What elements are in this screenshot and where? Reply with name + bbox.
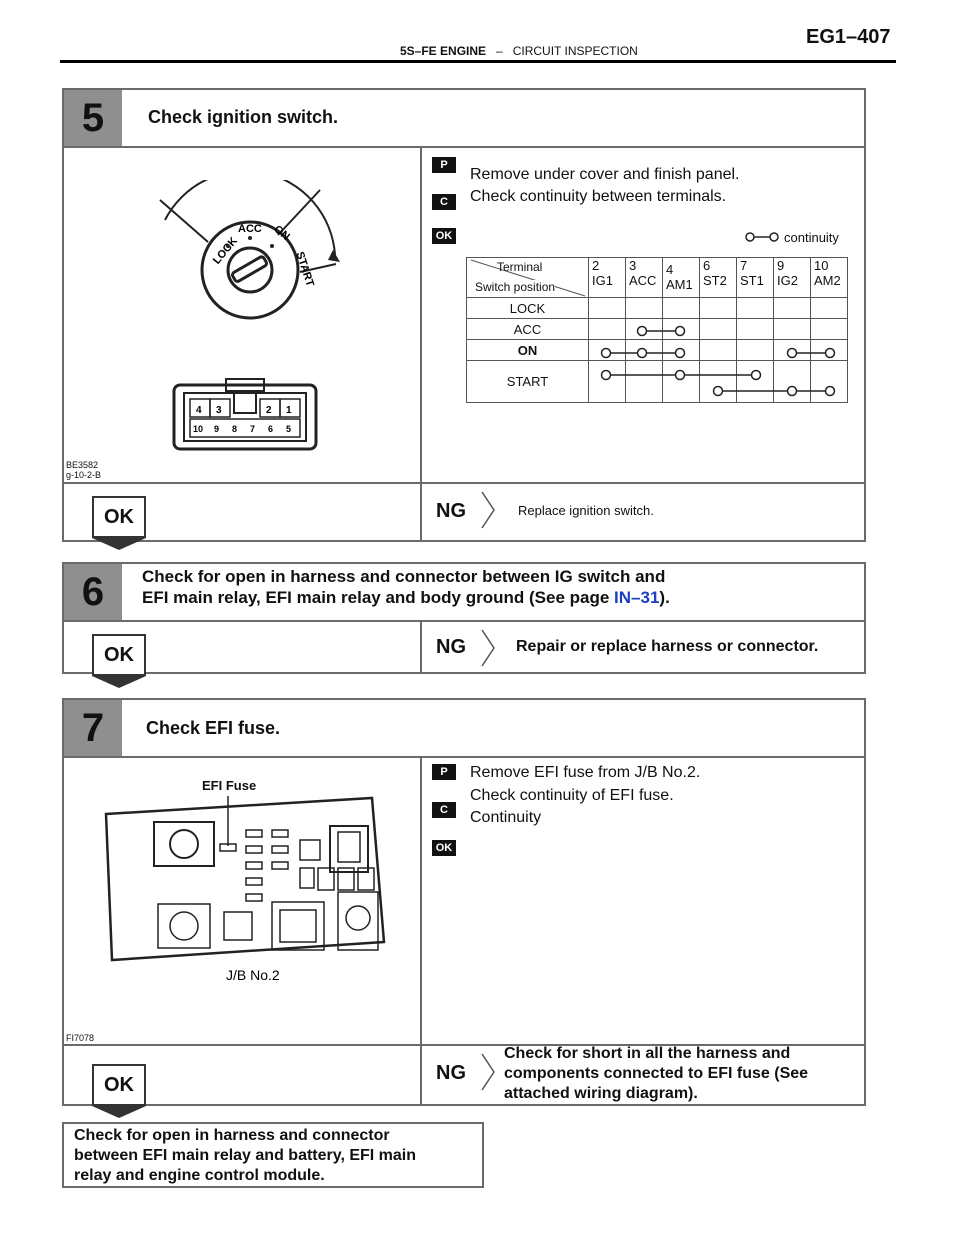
final-instruction-box (62, 1122, 484, 1188)
ignition-switch-illustration (150, 180, 350, 330)
c-tag-step5: C (432, 194, 456, 210)
col-am1-name: AM1 (666, 277, 693, 292)
step7-number: 7 (64, 700, 122, 756)
step6-title-line2 (142, 587, 670, 608)
step7-figure-code: FI7078 (66, 1033, 95, 1043)
switch-label-lock: LOCK (210, 235, 241, 267)
step5-number: 5 (64, 90, 122, 146)
pin-5: 5 (286, 424, 292, 434)
switch-label-acc: ACC (238, 223, 262, 235)
step6-title-line1: Check for open in harness and connector between IG switch and (142, 567, 666, 586)
pin-6: 6 (268, 424, 274, 434)
step5-figure-code (66, 460, 101, 480)
ok-tag-step7: OK (432, 840, 456, 856)
jb-no2-label: J/B No.2 (226, 967, 280, 983)
step6-ng-label: NG (436, 636, 466, 658)
step6-ng-chevron (480, 628, 498, 668)
corner-terminal-label: Terminal (497, 260, 543, 274)
switch-connector-illustration (170, 375, 320, 455)
col-am2-name: AM2 (814, 273, 841, 288)
final-line3: relay and engine control module. (74, 1167, 325, 1184)
pin-10: 10 (193, 424, 204, 434)
step7-ok-text: Continuity (470, 809, 542, 826)
p-tag-step5: P (432, 157, 456, 173)
step7-column-divider (420, 756, 422, 1046)
step6-ok-arrow (92, 676, 146, 688)
step6-title-line2-post: ). (659, 588, 670, 607)
step7-ng-divider (420, 1044, 422, 1104)
col-ig2-name: IG2 (777, 273, 798, 288)
step7-c-text: Check continuity of EFI fuse. (470, 787, 674, 804)
switch-label-on: ON (271, 223, 292, 244)
step7-ng-label: NG (436, 1062, 466, 1084)
col-st1-name: ST1 (740, 273, 764, 288)
final-line1: Check for open in harness and connector (74, 1127, 390, 1144)
efi-fuse-label: EFI Fuse (202, 778, 257, 793)
col-ig1-num: 2 (592, 258, 600, 273)
continuity-marks (466, 257, 856, 407)
pin-7: 7 (250, 424, 256, 434)
continuity-legend-icon (744, 230, 782, 244)
step5-title-divider (64, 146, 864, 148)
step5-ng-chevron (480, 490, 498, 530)
page-number: EG1–407 (806, 26, 891, 48)
step5-title: Check ignition switch. (148, 107, 339, 127)
row-lock-label: LOCK (467, 298, 589, 319)
header-section (400, 44, 638, 58)
step6-title-line2-pre: EFI main relay, EFI main relay and body ground (See page (142, 588, 615, 607)
step6-title-divider (64, 620, 864, 622)
junction-block-illustration (92, 792, 392, 992)
step7-ng-text-line1: Check for short in all the harness and (504, 1045, 791, 1062)
step5-ok-box: OK (92, 496, 146, 538)
col-st2-num: 6 (703, 258, 711, 273)
col-ig2-num: 9 (777, 258, 785, 273)
figure-code-line1: BE3582 (66, 460, 99, 470)
step6-ng-divider (420, 620, 422, 672)
step5-result-divider (64, 482, 864, 484)
step7-ng-text-line3: attached wiring diagram). (504, 1085, 698, 1102)
step5-ng-label: NG (436, 500, 466, 522)
step6-title (142, 566, 670, 608)
step7-ok-arrow (92, 1106, 146, 1118)
header-section-name: 5S–FE ENGINE (400, 44, 487, 58)
header-subsection: CIRCUIT INSPECTION (512, 44, 638, 58)
col-st2-name: ST2 (703, 273, 727, 288)
step6-number: 6 (64, 564, 122, 620)
header-rule (60, 60, 896, 63)
page-link-in31[interactable]: IN–31 (614, 588, 660, 607)
step5-ng-text: Replace ignition switch. (518, 503, 654, 518)
ok-tag-step5: OK (432, 228, 456, 244)
final-line2: between EFI main relay and battery, EFI main (74, 1147, 417, 1164)
pin-2: 2 (266, 405, 272, 416)
step6-ok-box: OK (92, 634, 146, 676)
pin-4: 4 (196, 405, 202, 416)
col-am2-num: 10 (814, 258, 829, 273)
col-ig1-name: IG1 (592, 273, 613, 288)
step5-ok-arrow (92, 538, 146, 550)
step5-column-divider (420, 146, 422, 484)
row-acc-label: ACC (467, 319, 589, 340)
step6-ng-text: Repair or replace harness or connector. (516, 638, 819, 655)
step7-ok-box: OK (92, 1064, 146, 1106)
step7-p-text: Remove EFI fuse from J/B No.2. (470, 764, 701, 781)
pin-1: 1 (286, 405, 292, 416)
col-acc-num: 3 (629, 258, 637, 273)
step7-ng-chevron (480, 1052, 498, 1092)
row-start-label: START (467, 361, 589, 403)
step5-ng-divider (420, 482, 422, 540)
step7-title-divider (64, 756, 864, 758)
step7-ng-text-line2: components connected to EFI fuse (See (504, 1065, 809, 1082)
step5-p-text: Remove under cover and finish panel. (470, 166, 740, 183)
switch-label-start: START (293, 250, 316, 289)
figure-code-line2: g-10-2-B (66, 470, 102, 480)
step5-c-text: Check continuity between terminals. (470, 188, 727, 205)
step7-ng-text (504, 1044, 808, 1104)
p-tag-step7: P (432, 764, 456, 780)
col-acc-name: ACC (629, 273, 657, 288)
col-st1-num: 7 (740, 258, 748, 273)
pin-8: 8 (232, 424, 238, 434)
header-dash: – (496, 44, 503, 58)
row-on-label: ON (467, 340, 589, 361)
c-tag-step7: C (432, 802, 456, 818)
pin-3: 3 (216, 405, 222, 416)
col-am1-num: 4 (666, 262, 674, 277)
corner-switch-label: Switch position (475, 280, 556, 294)
step7-title: Check EFI fuse. (146, 718, 281, 738)
pin-9: 9 (214, 424, 220, 434)
continuity-legend-label: continuity (784, 230, 839, 245)
